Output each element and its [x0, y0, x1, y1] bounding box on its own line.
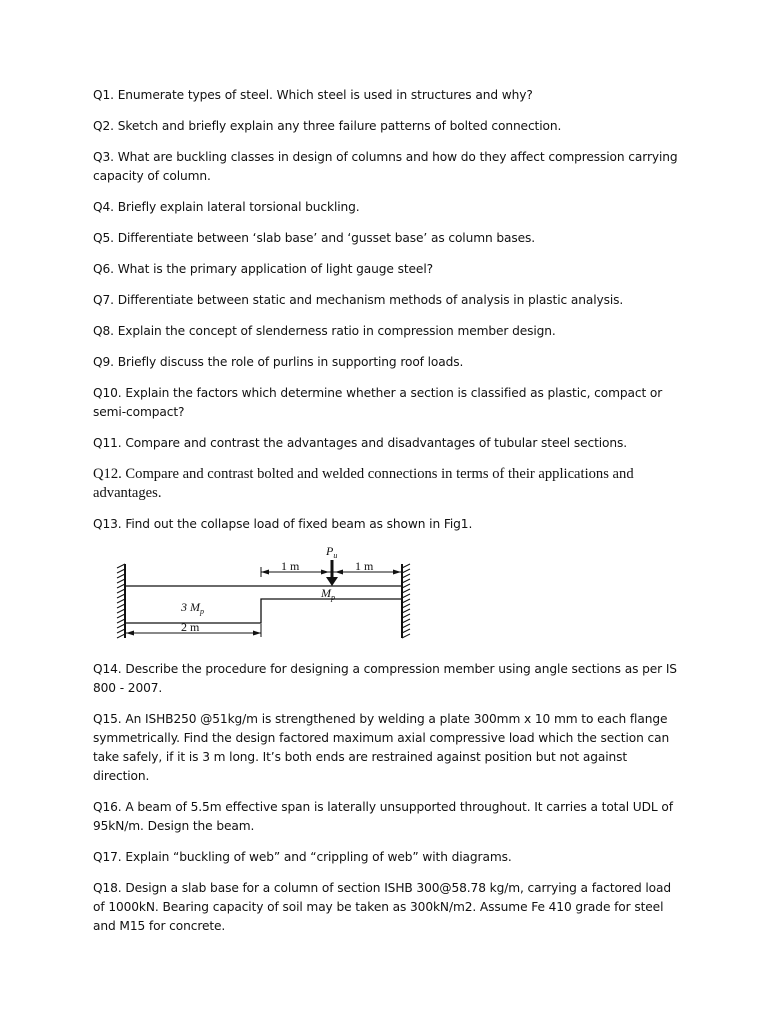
question-14: Q14. Describe the procedure for designing a compression member using angle sections as per IS 800 - 2007. [93, 662, 677, 695]
question-10: Q10. Explain the factors which determine whether a section is classified as plastic, compact or semi-compact? [93, 386, 663, 419]
question-9: Q9. Briefly discuss the role of purlins in supporting roof loads. [93, 355, 464, 369]
question-18: Q18. Design a slab base for a column of section ISHB 300@58.78 kg/m, carrying a factored load of 1000kN. Bearing capacity of soil may be taken as 300kN/m2. Assume Fe 410 grade for steel and M15 for concrete. [93, 881, 671, 933]
question-17: Q17. Explain “buckling of web” and “crippling of web” with diagrams. [93, 850, 512, 864]
bottom-dim-arrow-left [126, 631, 134, 636]
question-12: Q12. Compare and contrast bolted and welded connections in terms of their applications and advantages. [93, 466, 634, 501]
question-list [93, 86, 683, 948]
left-support-hatching [117, 564, 125, 638]
question-11: Q11. Compare and contrast the advantages and disadvantages of tubular steel sections. [93, 436, 628, 450]
stepped-beam-outline [126, 586, 401, 623]
fixed-beam-diagram [113, 544, 433, 650]
question-13: Q13. Find out the collapse load of fixed beam as shown in Fig1. [93, 517, 473, 531]
question-15: Q15. An ISHB250 @51kg/m is strengthened by welding a plate 300mm x 10 mm to each flange symmetrically. Find the design factored maximum axial compressive load which the section can take safely, if it is 3 m long. It’s both ends are restrained against position but not against direction. [93, 712, 670, 783]
question-8: Q8. Explain the concept of slenderness ratio in compression member design. [93, 324, 556, 338]
point-load-arrow-head [326, 577, 338, 586]
dim-arrow-mid-right [335, 570, 343, 575]
right-support-hatching [402, 564, 410, 638]
dim-label-right: 1 m [355, 559, 374, 573]
bottom-dim-label: 2 m [181, 620, 200, 634]
question-3: Q3. What are buckling classes in design of columns and how do they affect compression carrying capacity of column. [93, 150, 678, 183]
question-5: Q5. Differentiate between ‘slab base’ and ‘gusset base’ as column bases. [93, 231, 536, 245]
fixed-beam-figure [93, 544, 683, 650]
bottom-dim-arrow-right [253, 631, 261, 636]
dim-arrow-left [261, 570, 269, 575]
question-1: Q1. Enumerate types of steel. Which steel is used in structures and why? [93, 88, 533, 102]
question-4: Q4. Briefly explain lateral torsional buckling. [93, 200, 360, 214]
question-6: Q6. What is the primary application of light gauge steel? [93, 262, 433, 276]
dim-arrow-mid-left [321, 570, 329, 575]
moment-label-left: 3 $M_p$ [181, 600, 204, 616]
question-7: Q7. Differentiate between static and mechanism methods of analysis in plastic analysis. [93, 293, 624, 307]
question-16: Q16. A beam of 5.5m effective span is laterally unsupported throughout. It carries a total UDL of 95kN/m. Design the beam. [93, 800, 673, 833]
point-load-label: $P_u$ [326, 544, 338, 560]
dim-arrow-right [393, 570, 401, 575]
question-2: Q2. Sketch and briefly explain any three failure patterns of bolted connection. [93, 119, 562, 133]
dim-label-left: 1 m [281, 559, 300, 573]
moment-label-right: $M_p$ [321, 586, 335, 602]
